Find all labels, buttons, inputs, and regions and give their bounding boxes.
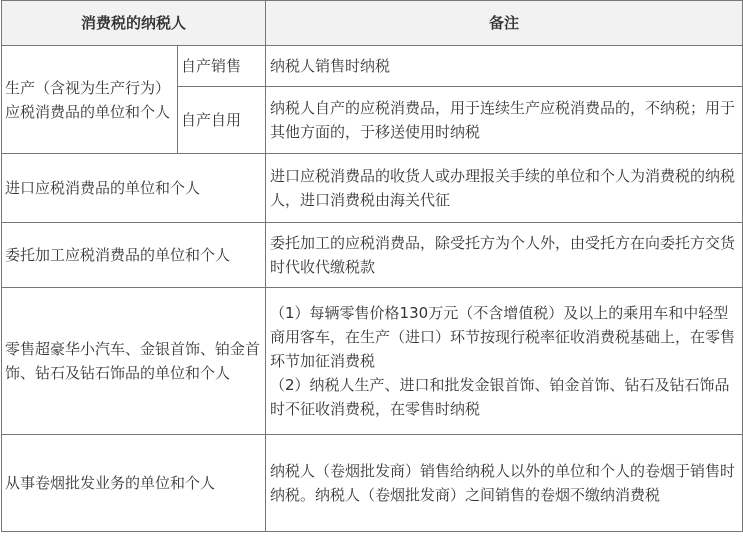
table-row xyxy=(2,288,743,435)
taxpayer-cell: 委托加工应税消费品的单位和个人 xyxy=(2,223,266,288)
table-row xyxy=(2,435,743,532)
remark-cell: 委托加工的应税消费品，除受托方为个人外，由受托方在向委托方交货时代收代缴税款 xyxy=(266,223,743,288)
header-remarks: 备注 xyxy=(266,1,743,46)
sub-type-cell: 自产销售 xyxy=(178,46,266,87)
taxpayer-cell: 零售超豪华小汽车、金银首饰、铂金首饰、钻石及钻石饰品的单位和个人 xyxy=(2,288,266,435)
remark-cell xyxy=(266,288,743,435)
taxpayer-cell: 进口应税消费品的单位和个人 xyxy=(2,154,266,223)
taxpayer-cell: 从事卷烟批发业务的单位和个人 xyxy=(2,435,266,532)
table-row xyxy=(2,154,743,223)
table-row xyxy=(2,46,743,87)
header-taxpayer: 消费税的纳税人 xyxy=(2,1,266,46)
taxpayer-table xyxy=(1,0,743,532)
remark-cell: 纳税人销售时纳税 xyxy=(266,46,743,87)
remark-item: （2）纳税人生产、进口和批发金银首饰、铂金首饰、钻石及钻石饰品时不征收消费税，在零售时纳税 xyxy=(270,376,730,418)
remark-cell: 纳税人自产的应税消费品，用于连续生产应税消费品的，不纳税；用于其他方面的，于移送使用时纳税 xyxy=(266,87,743,154)
remark-cell: 纳税人（卷烟批发商）销售给纳税人以外的单位和个人的卷烟于销售时纳税。纳税人（卷烟批发商）之间销售的卷烟不缴纳消费税 xyxy=(266,435,743,532)
table-row xyxy=(2,223,743,288)
sub-type-cell: 自产自用 xyxy=(178,87,266,154)
remark-item: （1）每辆零售价格130万元（不含增值税）及以上的乘用车和中轻型商用客车，在生产（进口）环节按现行税率征收消费税基础上，在零售环节加征消费税 xyxy=(270,304,736,370)
taxpayer-cell: 生产（含视为生产行为）应税消费品的单位和个人 xyxy=(2,46,178,154)
remark-cell: 进口应税消费品的收货人或办理报关手续的单位和个人为消费税的纳税人，进口消费税由海关代征 xyxy=(266,154,743,223)
